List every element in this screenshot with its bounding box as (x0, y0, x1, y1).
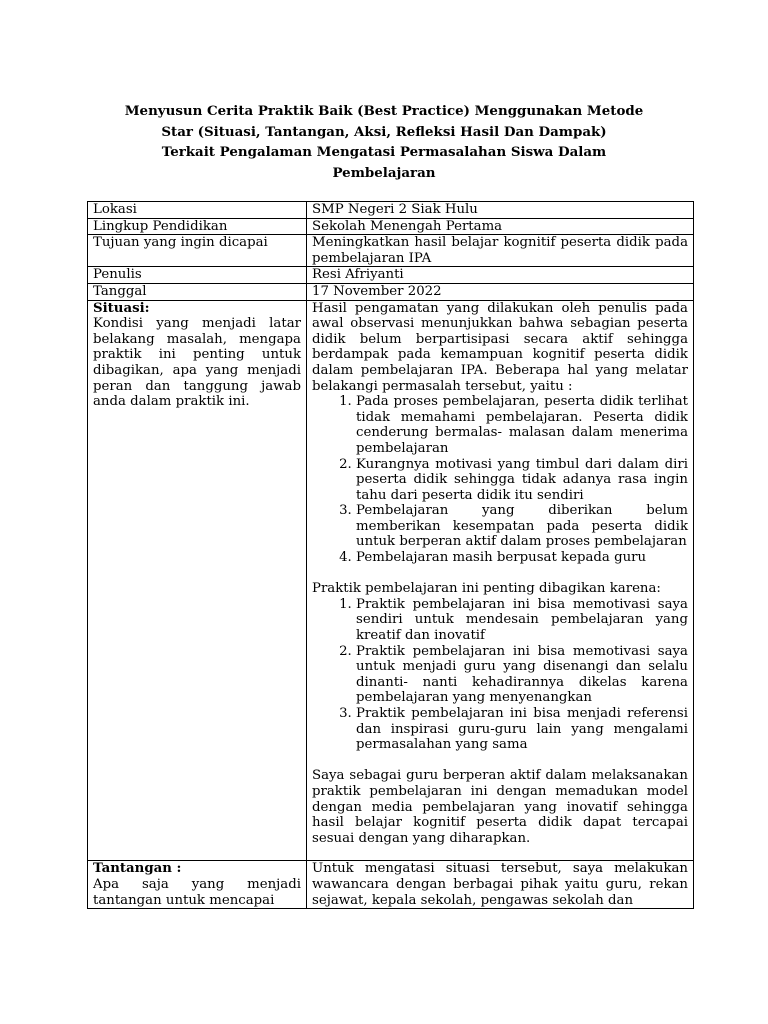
table-row (88, 235, 694, 267)
situasi-label-cell (88, 300, 307, 861)
title-line: Menyusun Cerita Praktik Baik (Best Practice) Menggunakan Metode (124, 103, 644, 119)
value-lingkup: Sekolah Menengah Pertama (307, 218, 694, 235)
situasi-heading: Situasi: (93, 300, 150, 316)
label-lokasi: Lokasi (88, 202, 307, 219)
document-title (80, 101, 688, 183)
label-lingkup: Lingkup Pendidikan (88, 218, 307, 235)
table-row (88, 267, 694, 284)
best-practice-table (87, 201, 694, 909)
list-item: 2. Kurangnya motivasi yang timbul dari dalam diri peserta didik sehingga tidak adanya rasa ingin tahu dari peserta didik itu sendiri (356, 457, 688, 504)
list-item: 1. Pada proses pembelajaran, peserta didik terlihat tidak memahami pembelajaran. Peserta didik cenderung bermalas- malasan dalam menerima pembelajaran (356, 394, 688, 456)
title-line: Star (Situasi, Tantangan, Aksi, Refleksi Hasil Dan Dampak) (161, 123, 607, 140)
situasi-role: Saya sebagai guru berperan aktif dalam melaksanakan praktik pembelajaran ini dengan memadukan model dengan media pembelajaran yang inovatif sehingga hasil belajar kognitif peserta didik dapat tercapai sesuai dengan yang diharapkan. (312, 768, 688, 846)
tantangan-content-cell: Untuk mengatasi situasi tersebut, saya melakukan wawancara dengan berbagai pihak yaitu guru, rekan sejawat, kepala sekolah, pengawas sekolah dan (307, 861, 694, 909)
list-item: 2. Praktik pembelajaran ini bisa memotivasi saya untuk menjadi guru yang disenangi dan selalu dinanti- nanti kehadirannya dikelas karena pembelajaran yang menyenangkan (356, 644, 688, 706)
tantangan-label-cell (88, 861, 307, 909)
label-penulis: Penulis (88, 267, 307, 284)
causes-list (312, 394, 688, 566)
table-row (88, 283, 694, 300)
label-tanggal: Tanggal (88, 283, 307, 300)
table-row-tantangan (88, 861, 694, 909)
situasi-intro: Hasil pengamatan yang dilakukan oleh penulis pada awal observasi menunjukkan bahwa sebagian peserta didik belum berpartisipasi secara aktif sehingga berdampak pada kemampuan kognitif peserta didik dalam pembelajaran IPA. Beberapa hal yang melatar belakangi permasalah tersebut, yaitu : (312, 300, 688, 394)
list-item: 1. Praktik pembelajaran ini bisa memotivasi saya sendiri untuk mendesain pembelajaran yang kreatif dan inovatif (356, 597, 688, 644)
importance-intro: Praktik pembelajaran ini penting dibagikan karena: (312, 581, 661, 597)
label-tujuan: Tujuan yang ingin dicapai (88, 235, 307, 267)
importance-list (312, 597, 688, 753)
value-tujuan: Meningkatkan hasil belajar kognitif peserta didik pada pembelajaran IPA (307, 235, 694, 267)
value-tanggal: 17 November 2022 (307, 283, 694, 300)
value-penulis: Resi Afriyanti (307, 267, 694, 284)
title-line: Pembelajaran (332, 164, 436, 181)
tantangan-prompt: Apa saja yang menjadi tantangan untuk mencapai (93, 876, 301, 908)
value-lokasi: SMP Negeri 2 Siak Hulu (307, 202, 694, 219)
list-item: 3. Praktik pembelajaran ini bisa menjadi referensi dan inspirasi guru-guru lain yang mengalami permasalahan yang sama (356, 706, 688, 753)
table-row (88, 202, 694, 219)
table-row-situasi (88, 300, 694, 861)
list-item: 3. Pembelajaran yang diberikan belum memberikan kesempatan pada peserta didik untuk berperan aktif dalam proses pembelajaran (356, 503, 688, 550)
list-item: 4. Pembelajaran masih berpusat kepada guru (356, 550, 688, 566)
situasi-prompt: Kondisi yang menjadi latar belakang masalah, mengapa praktik ini penting untuk dibagikan, apa yang menjadi peran dan tanggung jawab anda dalam praktik ini. (93, 316, 301, 410)
title-line: Terkait Pengalaman Mengatasi Permasalahan Siswa Dalam (161, 144, 607, 161)
table-row (88, 218, 694, 235)
situasi-content-cell (307, 300, 694, 861)
tantangan-heading: Tantangan : (93, 861, 182, 877)
